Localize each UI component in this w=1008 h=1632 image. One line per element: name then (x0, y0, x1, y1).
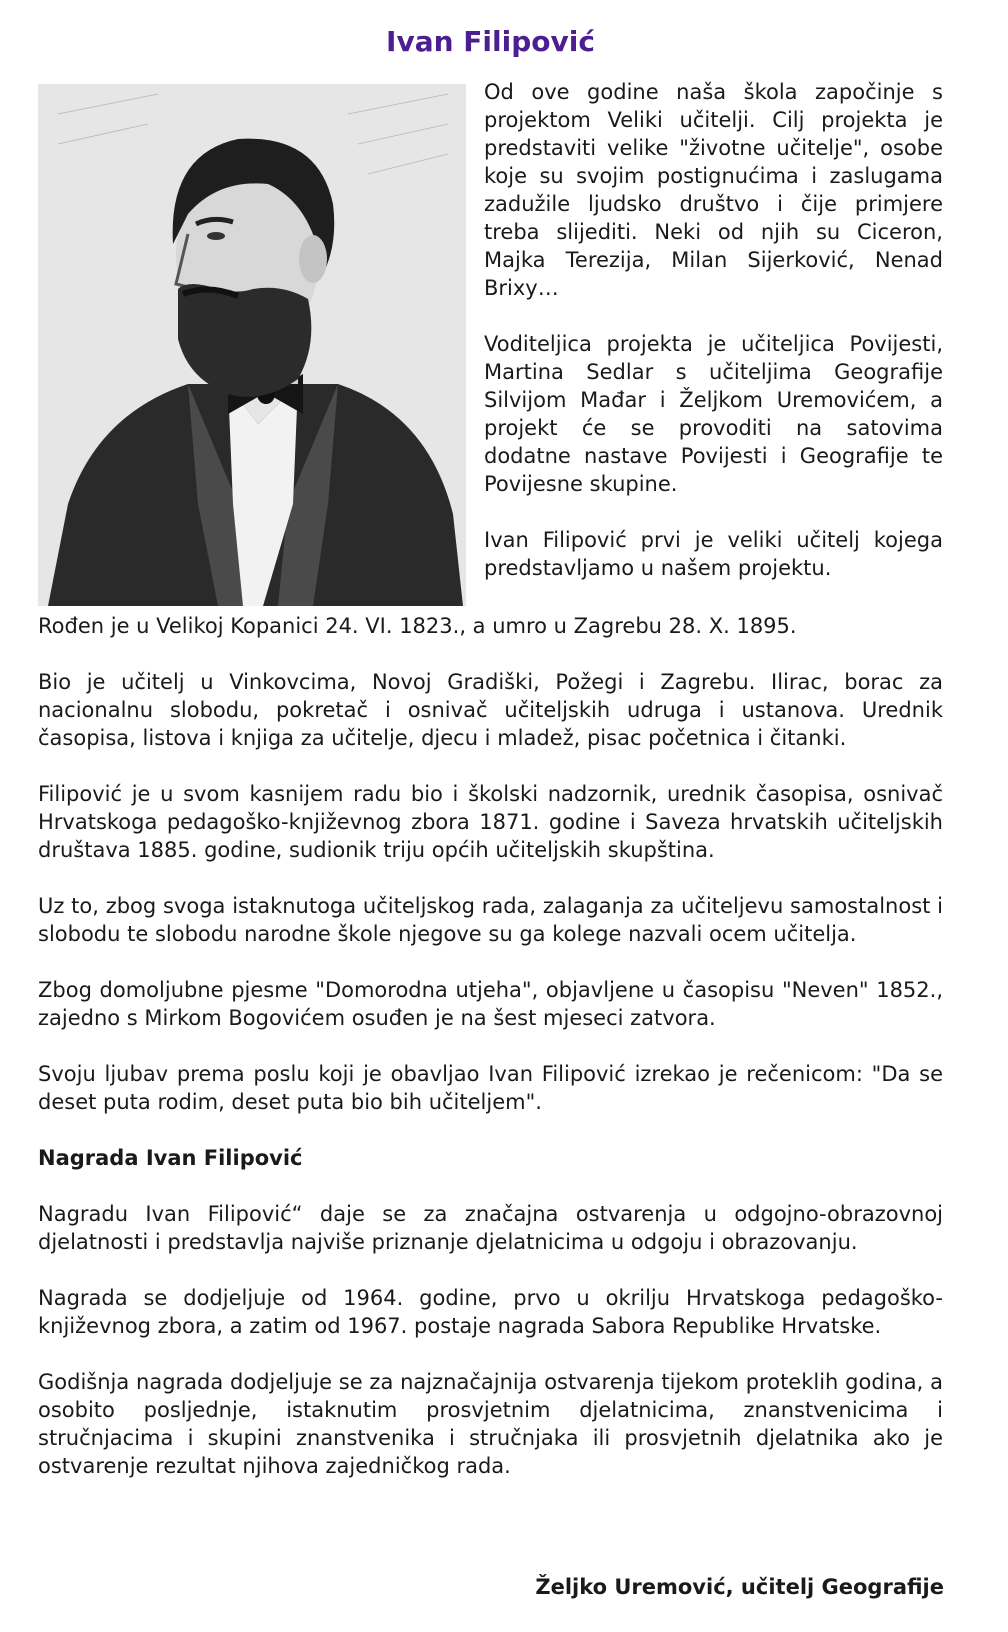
article (38, 0, 943, 1508)
intro-text (484, 78, 943, 606)
body-paragraph: Bio je učitelj u Vinkovcima, Novoj Gradiški, Požegi i Zagrebu. Ilirac, borac za nacionalnu slobodu, pokretač i osnivač učiteljskih udruga i ustanova. Urednik časopisa, listova i knjiga za učitelje, djecu i mladež, pisac početnica i čitanki. (38, 670, 943, 750)
award-heading: Nagrada Ivan Filipović (38, 1146, 303, 1170)
body-paragraph: Uz to, zbog svoga istaknutoga učiteljskog rada, zalaganja za učiteljevu samostalnost i slobodu te slobodu narodne škole njegove su ga kolege nazvali ocem učitelja. (38, 894, 943, 946)
biography-section (38, 612, 943, 1480)
body-paragraph: Svoju ljubav prema poslu koji je obavljao Ivan Filipović izrekao je rečenicom: "Da se deset puta rodim, deset puta bio bih učiteljem". (38, 1062, 943, 1114)
author-signature: Željko Uremović, učitelj Geografije (535, 1575, 944, 1599)
engraved-portrait-icon (38, 84, 466, 606)
intro-paragraph: Ivan Filipović prvi je veliki učitelj kojega predstavljamo u našem projektu. (484, 528, 943, 580)
body-paragraph: Zbog domoljubne pjesme "Domorodna utjeha", objavljene u časopisu "Neven" 1852., zajedno s Mirkom Bogovićem osuđen je na šest mjeseci zatvora. (38, 978, 943, 1030)
award-paragraph: Nagradu Ivan Filipović“ daje se za značajna ostvarenja u odgojno-obrazovnoj djelatnosti i predstavlja najviše priznanje djelatnicima u odgoju i obrazovanju. (38, 1202, 943, 1254)
body-paragraph: Rođen je u Velikoj Kopanici 24. VI. 1823., a umro u Zagrebu 28. X. 1895. (38, 614, 797, 638)
award-paragraph: Nagrada se dodjeljuje od 1964. godine, prvo u okrilju Hrvatskoga pedagoško-književnog zbora, a zatim od 1967. postaje nagrada Sabora Republike Hrvatske. (38, 1286, 943, 1338)
portrait-image (38, 84, 466, 606)
page-title: Ivan Filipović (386, 25, 595, 58)
award-paragraph: Godišnja nagrada dodjeljuje se za najznačajnija ostvarenja tijekom proteklih godina, a osobito posljednje, istaknutim prosvjetnim djelatnicima, znanstvenicima i stručnjacima i skupini znanstvenika i stručnjaka ili prosvjetnih djelatnika ako je ostvarenje rezultat njihova zajedničkog rada. (38, 1370, 943, 1478)
intro-paragraph: Od ove godine naša škola započinje s projektom Veliki učitelji. Cilj projekta je predstaviti velike "životne učitelje", osobe koje su svojim postignućima i zaslugama zadužile ljudsko društvo i čije primjere treba slijediti. Neki od njih su Ciceron, Majka Terezija, Milan Sijerković, Nenad Brixy… (484, 80, 943, 300)
body-paragraph: Filipović je u svom kasnijem radu bio i školski nadzornik, urednik časopisa, osnivač Hrvatskoga pedagoško-književnog zbora 1871. godine i Saveza hrvatskih učiteljskih društava 1885. godine, sudionik triju općih učiteljskih skupština. (38, 782, 943, 862)
intro-section (38, 80, 943, 606)
intro-paragraph: Voditeljica projekta je učiteljica Povijesti, Martina Sedlar s učiteljima Geografije Silvijom Mađar i Željkom Uremovićem, a projekt će se provoditi na satovima dodatne nastave Povijesti i Geografije te Povijesne skupine. (484, 332, 943, 496)
